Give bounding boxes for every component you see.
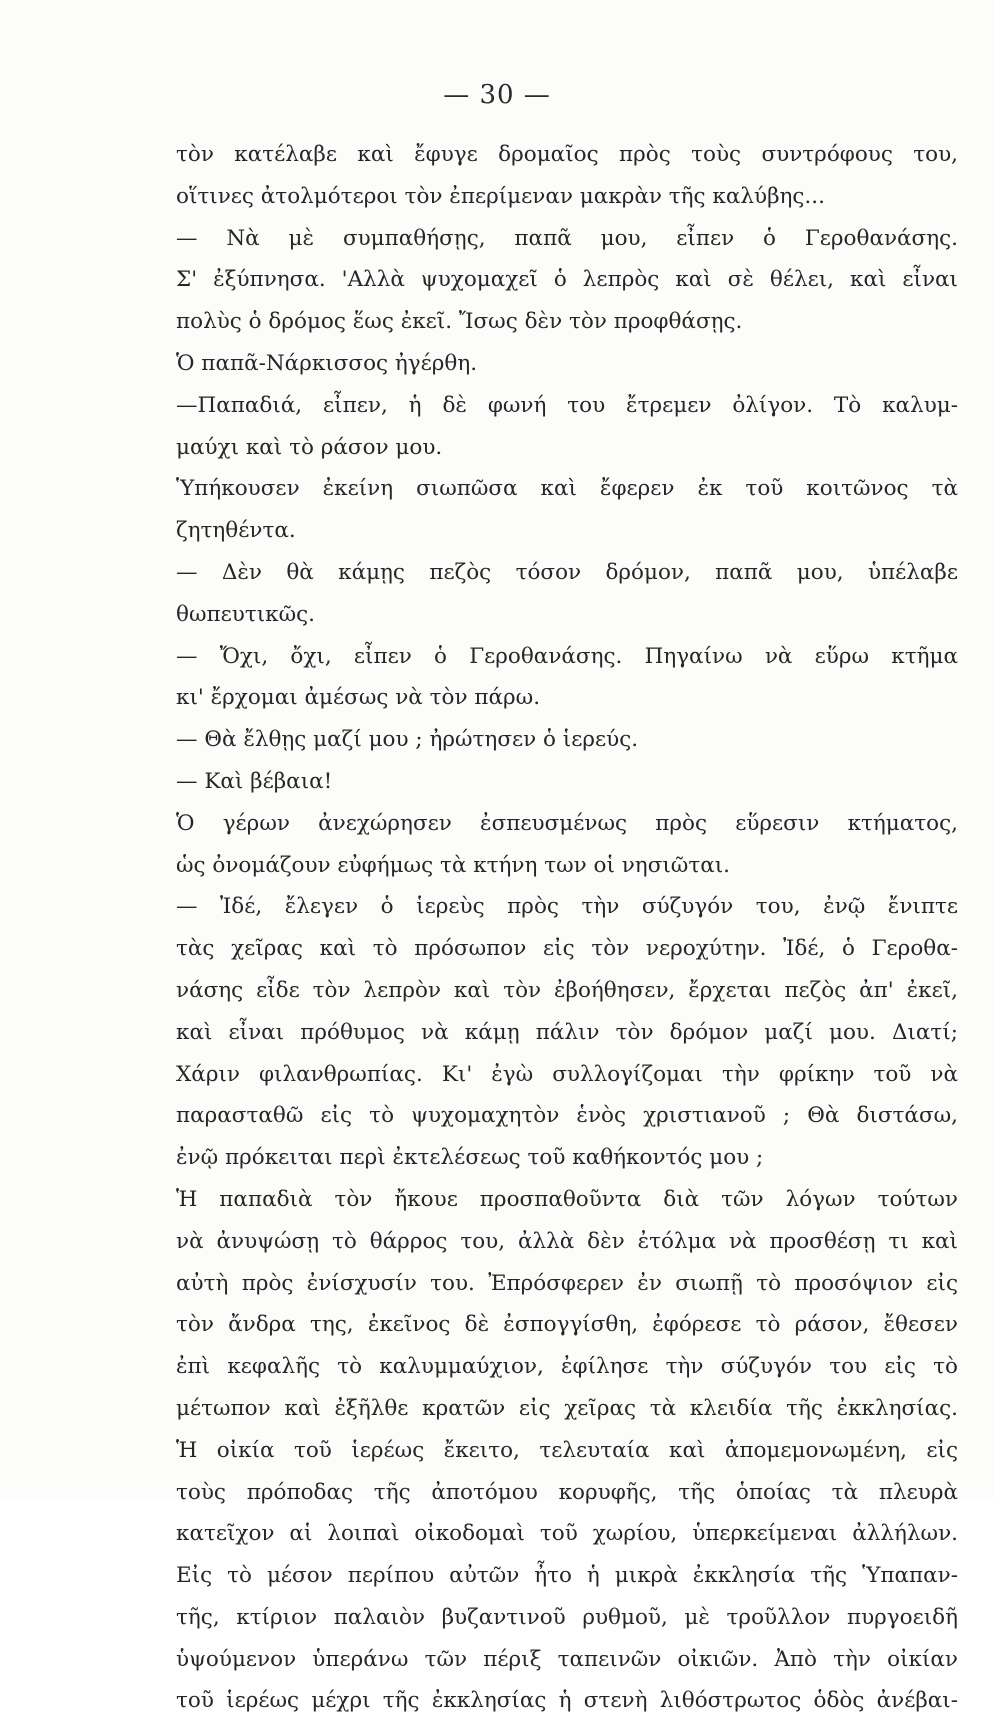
text-line: ὑψούμενον ὑπεράνω τῶν πέριξ ταπεινῶν οἰκιῶν. Ἀπὸ τὴν οἰκίαν: [176, 1646, 958, 1672]
text-line: —Παπαδιά, εἶπεν, ἡ δὲ φωνή του ἔτρεμεν ὀλίγον. Τὸ καλυμ-: [176, 392, 958, 418]
text-line: ἐπὶ κεφαλῆς τὸ καλυμμαύχιον, ἐφίλησε τὴν σύζυγόν του εἰς τὸ: [176, 1354, 958, 1380]
text-line: Ὁ παπᾶ-Νάρκισσος ἠγέρθη.: [176, 350, 478, 376]
page-number: — 30 —: [443, 80, 551, 110]
text-line: ὡς ὀνομάζουν εὐφήμως τὰ κτήνη των οἱ νησιῶται.: [176, 852, 731, 878]
text-line: πολὺς ὁ δρόμος ἕως ἐκεῖ. Ἴσως δὲν τὸν προφθάσῃς.: [176, 309, 743, 335]
text-line: τὸν ἄνδρα της, ἐκεῖνος δὲ ἐσπογγίσθη, ἐφόρεσε τὸ ράσον, ἔθεσεν: [176, 1312, 958, 1338]
text-line: νάσης εἶδε τὸν λεπρὸν καὶ τὸν ἐβοήθησεν, ἔρχεται πεζὸς ἀπ' ἐκεῖ,: [176, 977, 958, 1003]
text-line: — Ὄχι, ὄχι, εἶπεν ὁ Γεροθανάσης. Πηγαίνω νὰ εὕρω κτῆμα: [176, 643, 958, 669]
text-line: — Νὰ μὲ συμπαθήσῃς, παπᾶ μου, εἶπεν ὁ Γεροθανάσης.: [176, 225, 958, 251]
text-line: Ἡ οἰκία τοῦ ἱερέως ἔκειτο, τελευταία καὶ ἀπομεμονωμένη, εἰς: [176, 1437, 958, 1463]
body-text: [176, 134, 958, 1722]
text-line: αὐτὴ πρὸς ἐνίσχυσίν του. Ἐπρόσφερεν ἐν σιωπῇ τὸ προσόψιον εἰς: [176, 1270, 958, 1296]
text-line: ζητηθέντα.: [176, 518, 296, 544]
text-line: τὰς χεῖρας καὶ τὸ πρόσωπον εἰς τὸν νεροχύτην. Ἰδέ, ὁ Γεροθα-: [176, 936, 958, 962]
text-line: οἵτινες ἀτολμότεροι τὸν ἐπερίμεναν μακρὰν τῆς καλύβης...: [176, 183, 825, 209]
text-line: Ἡ παπαδιὰ τὸν ἤκουε προσπαθοῦντα διὰ τῶν λόγων τούτων: [176, 1186, 958, 1212]
text-line: μέτωπον καὶ ἐξῆλθε κρατῶν εἰς χεῖρας τὰ κλειδία τῆς ἐκκλησίας.: [176, 1395, 958, 1421]
text-line: τοῦ ἱερέως μέχρι τῆς ἐκκλησίας ἡ στενὴ λιθόστρωτος ὁδὸς ἀνέβαι-: [176, 1688, 958, 1714]
text-line: παρασταθῶ εἰς τὸ ψυχομαχητὸν ἑνὸς χριστιανοῦ ; Θὰ διστάσω,: [176, 1103, 958, 1129]
text-line: τοὺς πρόποδας τῆς ἀποτόμου κορυφῆς, τῆς ὁποίας τὰ πλευρὰ: [176, 1479, 958, 1505]
text-line: τὸν κατέλαβε καὶ ἔφυγε δρομαῖος πρὸς τοὺς συντρόφους του,: [176, 142, 958, 167]
text-line: νὰ ἀνυψώσῃ τὸ θάρρος του, ἀλλὰ δὲν ἐτόλμα νὰ προσθέσῃ τι καὶ: [176, 1228, 958, 1254]
text-line: Σ' ἐξύπνησα. 'Αλλὰ ψυχομαχεῖ ὁ λεπρὸς καὶ σὲ θέλει, καὶ εἶναι: [176, 267, 958, 293]
text-line: ἐνῷ πρόκειται περὶ ἐκτελέσεως τοῦ καθήκοντός μου ;: [176, 1145, 764, 1171]
text-line: κι' ἔρχομαι ἀμέσως νὰ τὸν πάρω.: [176, 685, 541, 711]
text-line: μαύχι καὶ τὸ ράσον μου.: [176, 434, 443, 460]
text-line: Χάριν φιλανθρωπίας. Κι' ἐγὼ συλλογίζομαι τὴν φρίκην τοῦ νὰ: [176, 1061, 958, 1087]
text-line: κατεῖχον αἱ λοιπαὶ οἰκοδομαὶ τοῦ χωρίου, ὑπερκείμεναι ἀλλήλων.: [176, 1521, 958, 1547]
text-line: Ὑπήκουσεν ἐκείνη σιωπῶσα καὶ ἔφερεν ἐκ τοῦ κοιτῶνος τὰ: [176, 476, 958, 502]
text-line: — Καὶ βέβαια!: [176, 768, 333, 794]
text-line: καὶ εἶναι πρόθυμος νὰ κάμῃ πάλιν τὸν δρόμον μαζί μου. Διατί;: [176, 1019, 958, 1045]
text-line: — Θὰ ἔλθῃς μαζί μου ; ἠρώτησεν ὁ ἱερεύς.: [176, 727, 639, 753]
text-line: θωπευτικῶς.: [176, 601, 315, 627]
text-line: — Ἰδέ, ἔλεγεν ὁ ἱερεὺς πρὸς τὴν σύζυγόν του, ἐνῷ ἔνιπτε: [176, 894, 958, 920]
text-line: Εἰς τὸ μέσον περίπου αὐτῶν ἦτο ἡ μικρὰ ἐκκλησία τῆς Ὑπαπαν-: [176, 1563, 958, 1589]
text-line: Ὁ γέρων ἀνεχώρησεν ἐσπευσμένως πρὸς εὕρεσιν κτήματος,: [176, 810, 958, 836]
text-line: — Δὲν θὰ κάμῃς πεζὸς τόσον δρόμον, παπᾶ μου, ὑπέλαβε: [176, 559, 958, 585]
text-line: τῆς, κτίριον παλαιὸν βυζαντινοῦ ρυθμοῦ, μὲ τροῦλλον πυργοειδῆ: [176, 1604, 958, 1630]
